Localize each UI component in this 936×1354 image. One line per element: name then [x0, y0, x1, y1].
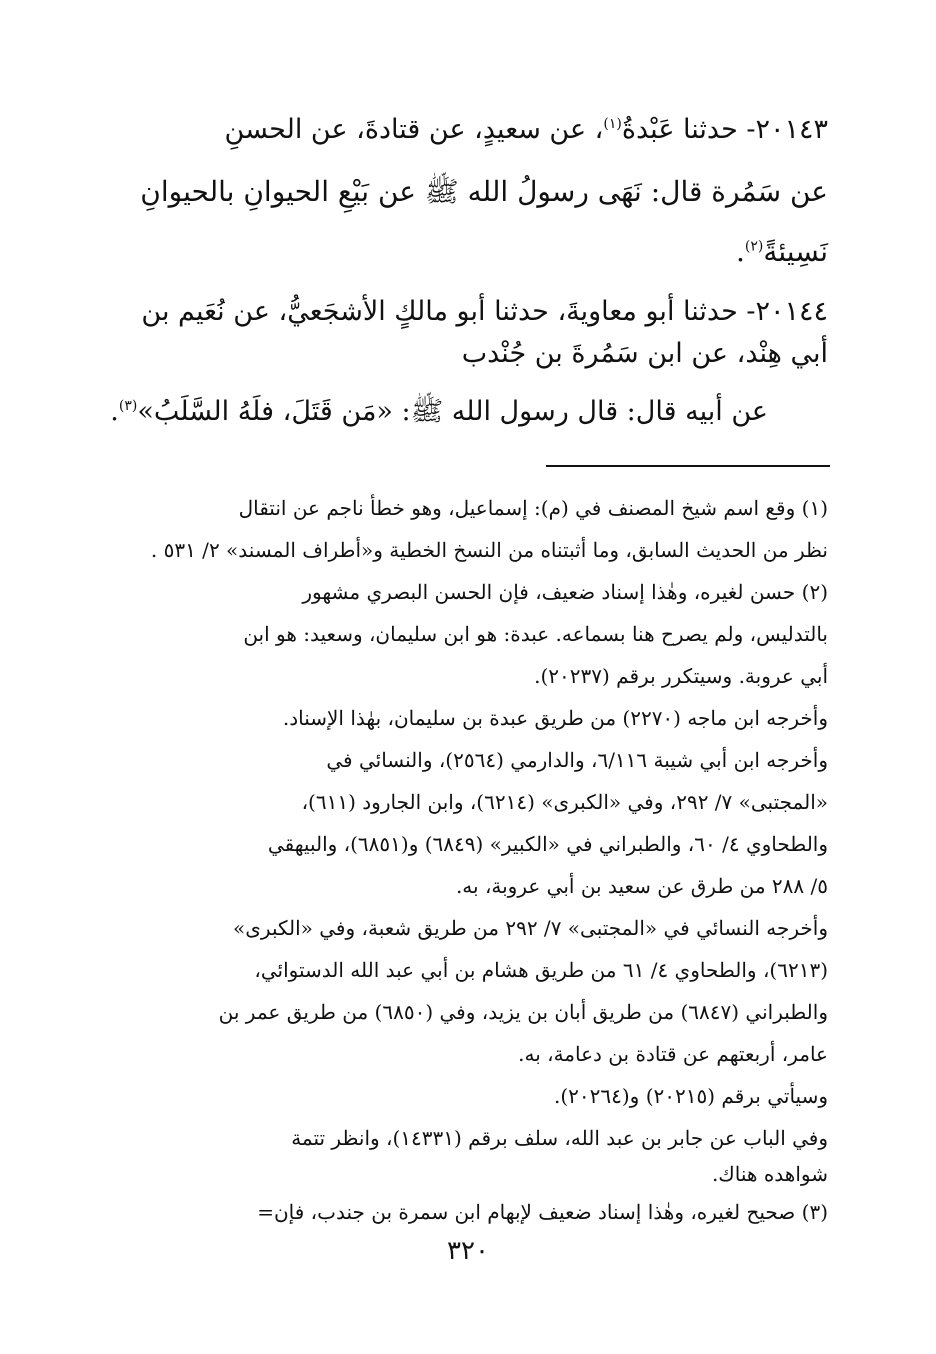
footnote-line: وسيأتي برقم (٢٠٢١٥) و(٢٠٢٦٤).	[553, 1084, 828, 1108]
footnote-line: وأخرجه ابن أبي شيبة ٦/١١٦، والدارمي (٢٥٦٤)، والنسائي في	[326, 748, 828, 772]
footnote-marker-1: (١)	[603, 116, 622, 132]
footnote-line: نظر من الحديث السابق، وما أثبتناه من النسخ الخطية و«أطراف المسند» ٢/ ٥٣١ .	[150, 538, 828, 562]
hadith-20143-line-3	[100, 232, 828, 272]
hadith-20143-matn-end: نَسِيئةً	[763, 235, 828, 268]
footnote-line: والطبراني (٦٨٤٧) من طريق أبان بن يزيد، وفي (٦٨٥٠) من طريق عمر بن	[218, 1000, 828, 1024]
hadith-20144-line-3	[100, 392, 768, 432]
footnote-line: «المجتبى» ٧/ ٢٩٢، وفي «الكبرى» (٦٢١٤)، وابن الجارود (٦١١)،	[301, 790, 828, 814]
footnote-line: عامر، أربعتهم عن قتادة بن دعامة، به.	[518, 1042, 828, 1066]
footnote-line: أبي عروبة. وسيتكرر برقم (٢٠٢٣٧).	[534, 664, 828, 688]
hadith-20143-opening: ٢٠١٤٣- حدثنا عَبْدةُ	[621, 114, 828, 145]
footnote-line: والطحاوي ٤/ ٦٠، والطبراني في «الكبير» (٦٨٤٩) و(٦٨٥١)، والبيهقي	[267, 832, 828, 856]
footnote-line: (٦٢١٣)، والطحاوي ٤/ ٦١ من طريق هشام بن أبي عبد الله الدستوائي،	[254, 958, 828, 982]
footnote-line: بالتدليس، ولم يصرح هنا بسماعه. عبدة: هو ابن سليمان، وسعيد: هو ابن	[243, 622, 828, 646]
footnote-marker-3: (٣)	[118, 398, 138, 414]
hadith-20144-line-1: ٢٠١٤٤- حدثنا أبو معاويةَ، حدثنا أبو مالكٍ الأشجَعيُّ، عن نُعَيم بن	[141, 296, 828, 327]
hadith-20143-line-1	[100, 110, 828, 150]
hadith-20144-matn: عن أبيه قال: قال رسول الله ﷺ: «مَن قَتَلَ، فلَهُ السَّلَبُ»	[137, 396, 768, 427]
footnote-line: شواهده هناك.	[711, 1162, 828, 1186]
hadith-20143-line-2: عن سَمُرة قال: نَهَى رسولُ الله ﷺ عن بَيْعِ الحيوانِ بالحيوانِ	[140, 175, 828, 208]
footnote-marker-2: (٢)	[744, 238, 764, 255]
footnote-line: ٥/ ٢٨٨ من طرق عن سعيد بن أبي عروبة، به.	[455, 874, 828, 898]
footnote-line: وأخرجه النسائي في «المجتبى» ٧/ ٢٩٢ من طريق شعبة، وفي «الكبرى»	[233, 916, 828, 940]
hadith-20143-chain: ، عن سعيدٍ، عن قتادةَ، عن الحسنِ	[224, 114, 604, 145]
footnote-line: (١) وقع اسم شيخ المصنف في (م): إسماعيل، وهو خطأ ناجم عن انتقال	[238, 496, 828, 520]
footnote-line: (٣) صحيح لغيره، وهٰذا إسناد ضعيف لإبهام ابن سمرة بن جندب، فإن=	[257, 1200, 828, 1224]
hadith-20144-line-2: أبي هِنْد، عن ابن سَمُرةَ بن جُنْدب	[461, 338, 828, 369]
hadith-20143-period: .	[735, 235, 745, 268]
footnote-line: وفي الباب عن جابر بن عبد الله، سلف برقم (١٤٣٣١)، وانظر تتمة	[291, 1126, 828, 1150]
footnote-separator	[546, 465, 830, 467]
footnote-line: وأخرجه ابن ماجه (٢٢٧٠) من طريق عبدة بن سليمان، بهٰذا الإسناد.	[282, 706, 828, 730]
hadith-20144-period: .	[110, 396, 119, 427]
page-number: ٣٢٠	[447, 1236, 489, 1266]
footnote-line: (٢) حسن لغيره، وهٰذا إسناد ضعيف، فإن الحسن البصري مشهور	[302, 580, 828, 604]
